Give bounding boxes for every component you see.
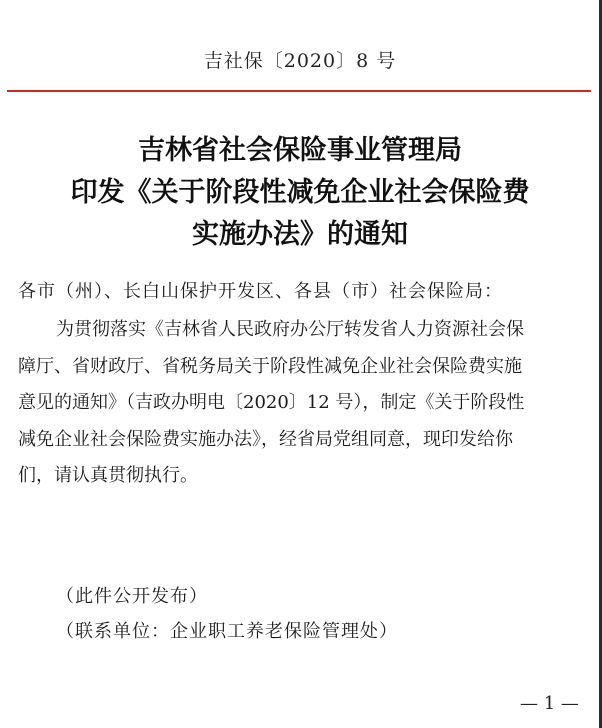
red-header-rule [7, 90, 591, 92]
body-line: 们，请认真贯彻执行。 [18, 465, 198, 486]
body-line: 减免企业社会保险费实施办法》，经省局党组同意，现印发给你 [18, 428, 513, 450]
title-line: 印发《关于阶段性减免企业社会保险费 [70, 177, 530, 208]
document-number: 吉社保〔2020〕8 号 [203, 50, 397, 72]
body-line: 意见的通知》（吉政办明电〔2020〕12 号），制定《关于阶段性 [18, 392, 525, 413]
salutation: 各市（州）、长白山保护开发区、各县（市）社会保险局： [18, 281, 503, 302]
publication-note: （此件公开发布） [56, 586, 208, 607]
title-line: 实施办法》的通知 [192, 219, 408, 250]
document-title [0, 130, 600, 256]
body-line: 为贯彻落实《吉林省人民政府办公厅转发省人力资源社会保 [56, 319, 524, 340]
body-line: 障厅、省财政厅、省税务局关于阶段性减免企业社会保险费实施 [18, 355, 522, 377]
page-number: — 1 — [520, 693, 579, 714]
title-line: 吉林省社会保险事业管理局 [138, 135, 462, 166]
contact-note: （联系单位：企业职工养老保险管理处） [56, 621, 398, 642]
body-paragraph [18, 312, 586, 495]
